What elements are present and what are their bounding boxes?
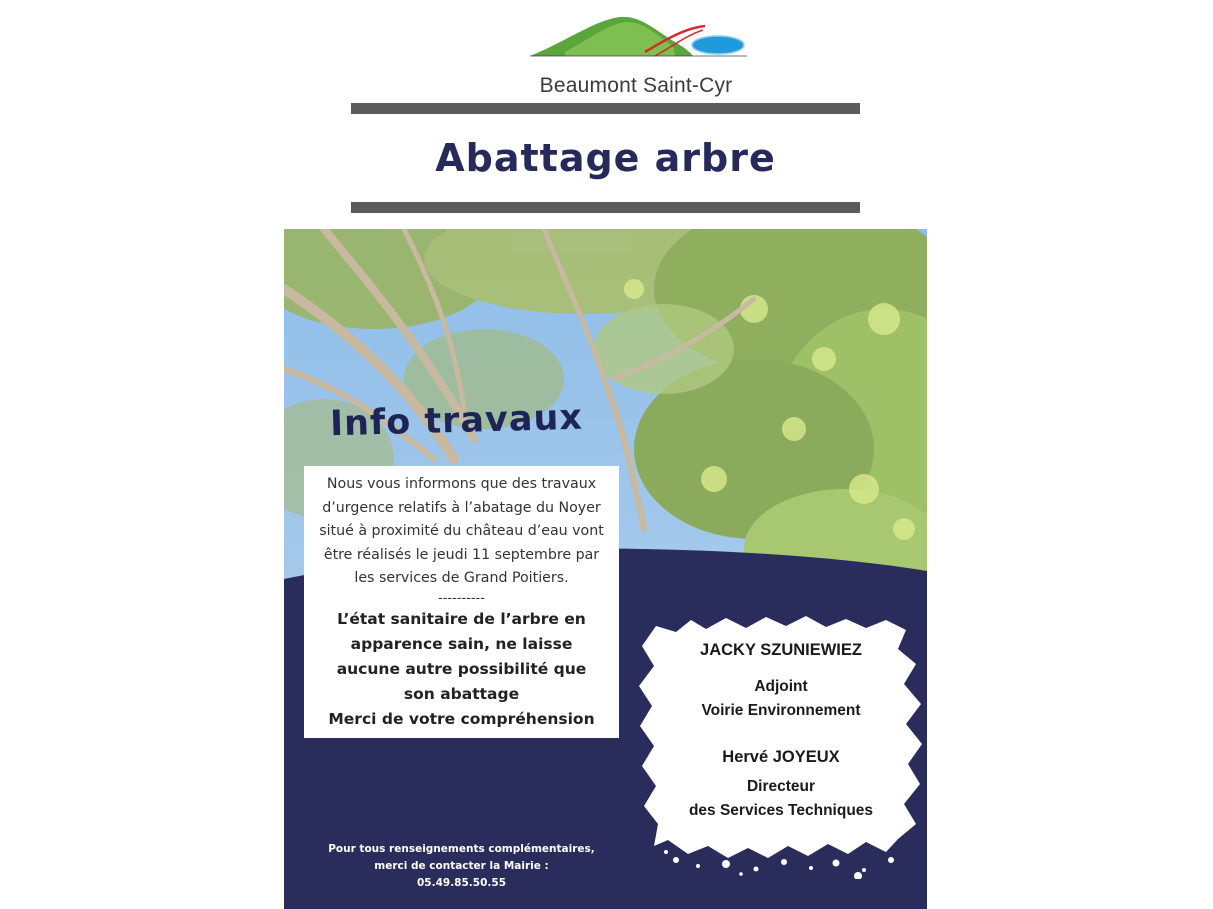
notice-box <box>304 466 619 738</box>
notice-intro-line: d’urgence relatifs à l’abatage du Noyer <box>322 499 601 516</box>
notice-intro <box>310 473 613 591</box>
notice-emphasis-line: L’état sanitaire de l’arbre en <box>337 609 586 628</box>
notice-emphasis-line: aucune autre possibilité que <box>336 659 587 678</box>
notice-separator: ---------- <box>438 590 485 606</box>
contact-phone: 05.49.85.50.55 <box>416 877 506 889</box>
notice-emphasis-line: apparence sain, ne laisse <box>350 634 573 653</box>
notice-emphasis-line: son abattage <box>403 684 520 703</box>
poster-headline: Info travaux <box>329 397 584 445</box>
notice-emphasis-line: Merci de votre compréhension <box>328 709 595 728</box>
logo-emblem-icon <box>525 12 750 72</box>
municipality-logo <box>525 12 750 97</box>
signatory-name: Hervé JOYEUX <box>722 748 840 766</box>
signatory-role: Adjoint <box>754 678 808 695</box>
signatory-role: des Services Techniques <box>688 802 874 819</box>
notice-intro-line: les services de Grand Poitiers. <box>354 570 569 586</box>
notice-intro-line: situé à proximité du château d’eau vont <box>319 523 604 539</box>
bottom-divider <box>351 202 860 213</box>
signatory-name: JACKY SZUNIEWIEZ <box>700 641 862 659</box>
notice-emphasis <box>308 607 615 732</box>
contact-footer <box>314 841 609 892</box>
contact-line: merci de contacter la Mairie : <box>374 860 549 872</box>
contact-line: Pour tous renseignements complémentaires, <box>328 843 595 855</box>
page-title: Abattage arbre <box>435 136 776 180</box>
signatory-role: Directeur <box>746 778 816 795</box>
info-poster <box>284 229 927 909</box>
top-divider <box>351 103 860 114</box>
notice-intro-line: Nous vous informons que des travaux <box>326 476 597 492</box>
logo-wordmark: Beaumont Saint-Cyr <box>539 74 733 97</box>
signatory-role: Voirie Environnement <box>701 702 861 719</box>
signature-block <box>636 614 926 879</box>
notice-intro-line: être réalisés le jeudi 11 septembre par <box>323 546 600 563</box>
